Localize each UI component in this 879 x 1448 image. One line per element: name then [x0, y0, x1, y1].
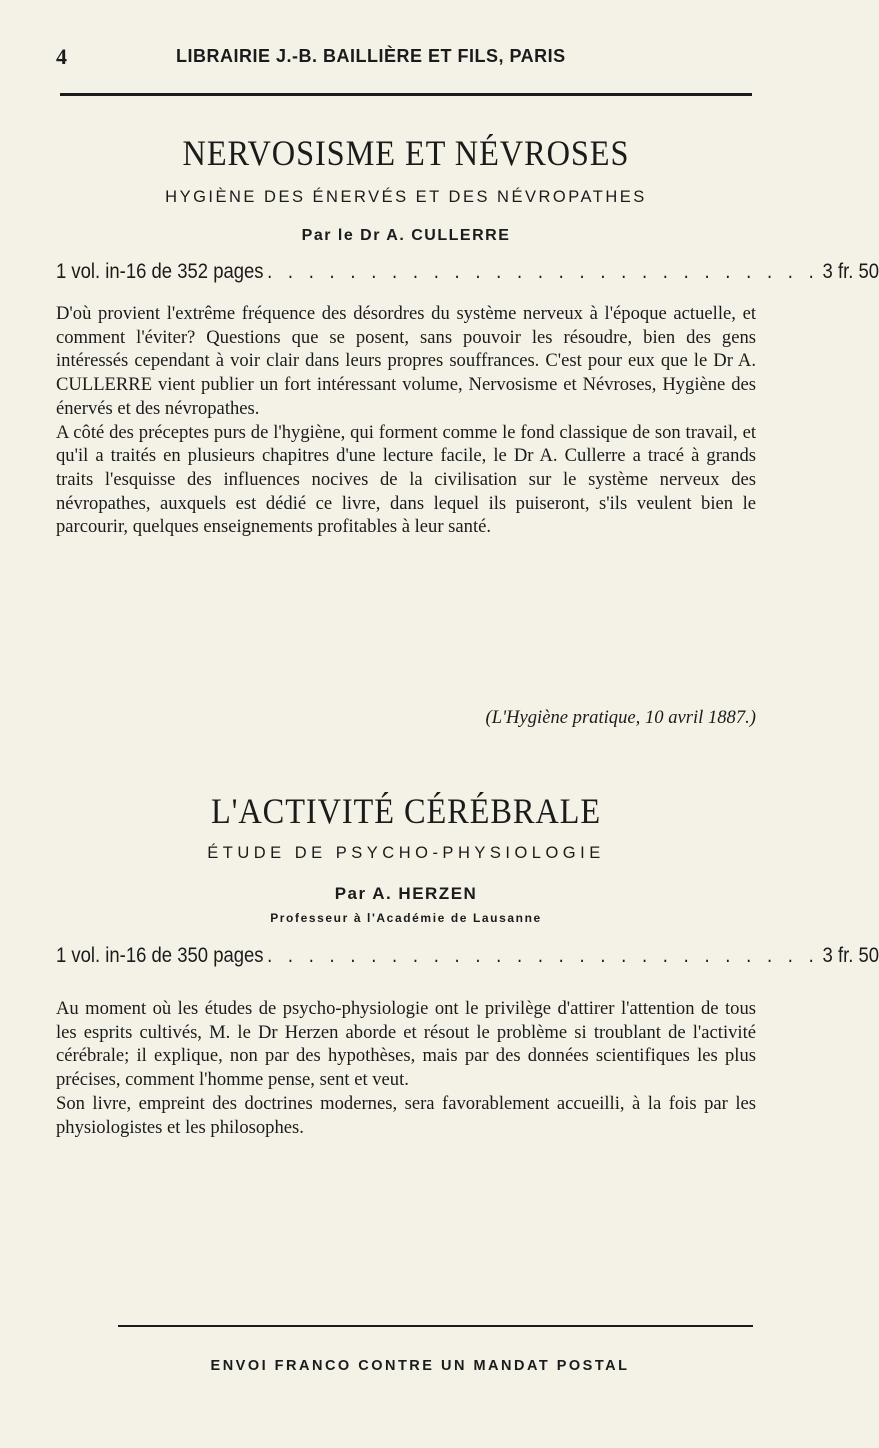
book-author: Par le Dr A. CULLERRE [301, 227, 511, 244]
book-title: NERVOSISME ET NÉVROSES [182, 133, 630, 173]
volume-description: 1 vol. in-16 de 350 pages [56, 944, 264, 967]
running-title: LIBRAIRIE J.-B. BAILLIÈRE ET FILS, PARIS [176, 46, 566, 66]
book-entry-nervosisme [56, 132, 756, 174]
book-subtitle-wrap [56, 188, 756, 207]
book-affiliation-wrap [56, 911, 756, 925]
page-number: 4 [56, 44, 67, 69]
review-paragraph: D'où provient l'extrême fréquence des désordres du système nerveux à l'époque actuelle, et comment l'éviter? Questions que se posent, sans pouvoir les résoudre, bien des gens intéressés cependant à voir clair dans leurs propres souffrances. C'est pour eux que le Dr A. CULLERRE vient publier un fort intéressant volume, Nervosisme et Névroses, Hygiène des énervés et des névropathes. [56, 303, 756, 419]
volume-price: 3 fr. 50 [822, 944, 879, 967]
book-affiliation: Professeur à l'Académie de Lausanne [270, 911, 542, 925]
running-head [56, 44, 756, 74]
book-title: L'ACTIVITÉ CÉRÉBRALE [210, 791, 602, 831]
book-review [56, 997, 756, 1139]
book-review [56, 302, 756, 539]
book-author-wrap [56, 884, 756, 904]
book-entry-activite [56, 790, 756, 832]
book-subtitle: ÉTUDE DE PSYCHO-PHYSIOLOGIE [207, 844, 605, 862]
book-subtitle-wrap [56, 844, 756, 863]
volume-description: 1 vol. in-16 de 352 pages [56, 260, 264, 283]
top-rule [60, 93, 752, 96]
book-subtitle: HYGIÈNE DES ÉNERVÉS ET DES NÉVROPATHES [165, 188, 647, 206]
leader-dots: . . . . . . . . . . . . . . . . . . . . . . . . . . . [267, 944, 820, 967]
review-source [56, 706, 794, 730]
volume-line-wrap [56, 944, 879, 968]
footer-notice: ENVOI FRANCO CONTRE UN MANDAT POSTAL [210, 1358, 630, 1374]
leader-dots: . . . . . . . . . . . . . . . . . . . . . . . . . . . [267, 260, 820, 283]
review-source-text: (L'Hygiène pratique, 10 avril 1887.) [485, 707, 756, 728]
volume-line [56, 260, 879, 284]
review-paragraph: A côté des préceptes purs de l'hygiène, qui forment comme le fond classique de son travail, et qu'il a traités en plusieurs chapitres d'une lecture facile, le Dr A. Cullerre a tracé à grands traits l'esquisse des influences nocives de la civilisation sur le système nerveux des névropathes, auxquels est dédié ce livre, dans lequel ils puiseront, s'ils veulent bien le parcourir, quelques enseignements profitables à leur santé. [56, 421, 756, 538]
volume-line-wrap [56, 260, 879, 284]
review-paragraph: Au moment où les études de psycho-physiologie ont le privilège d'attirer l'attention de tous les esprits cultivés, M. le Dr Herzen aborde et résout le problème si troublant de l'activité cérébrale; il explique, non par des hypothèses, mais par des données scientifiques les plus précises, comment l'homme pense, sent et veut. [56, 998, 756, 1091]
bottom-rule [118, 1325, 753, 1327]
book-author-wrap [56, 227, 756, 245]
review-paragraph: Son livre, empreint des doctrines modernes, sera favorablement accueilli, à la fois par les physiologistes et les philosophes. [56, 1092, 756, 1138]
book-author: Par A. HERZEN [334, 884, 478, 903]
volume-price: 3 fr. 50 [822, 260, 879, 283]
volume-line [56, 944, 879, 968]
